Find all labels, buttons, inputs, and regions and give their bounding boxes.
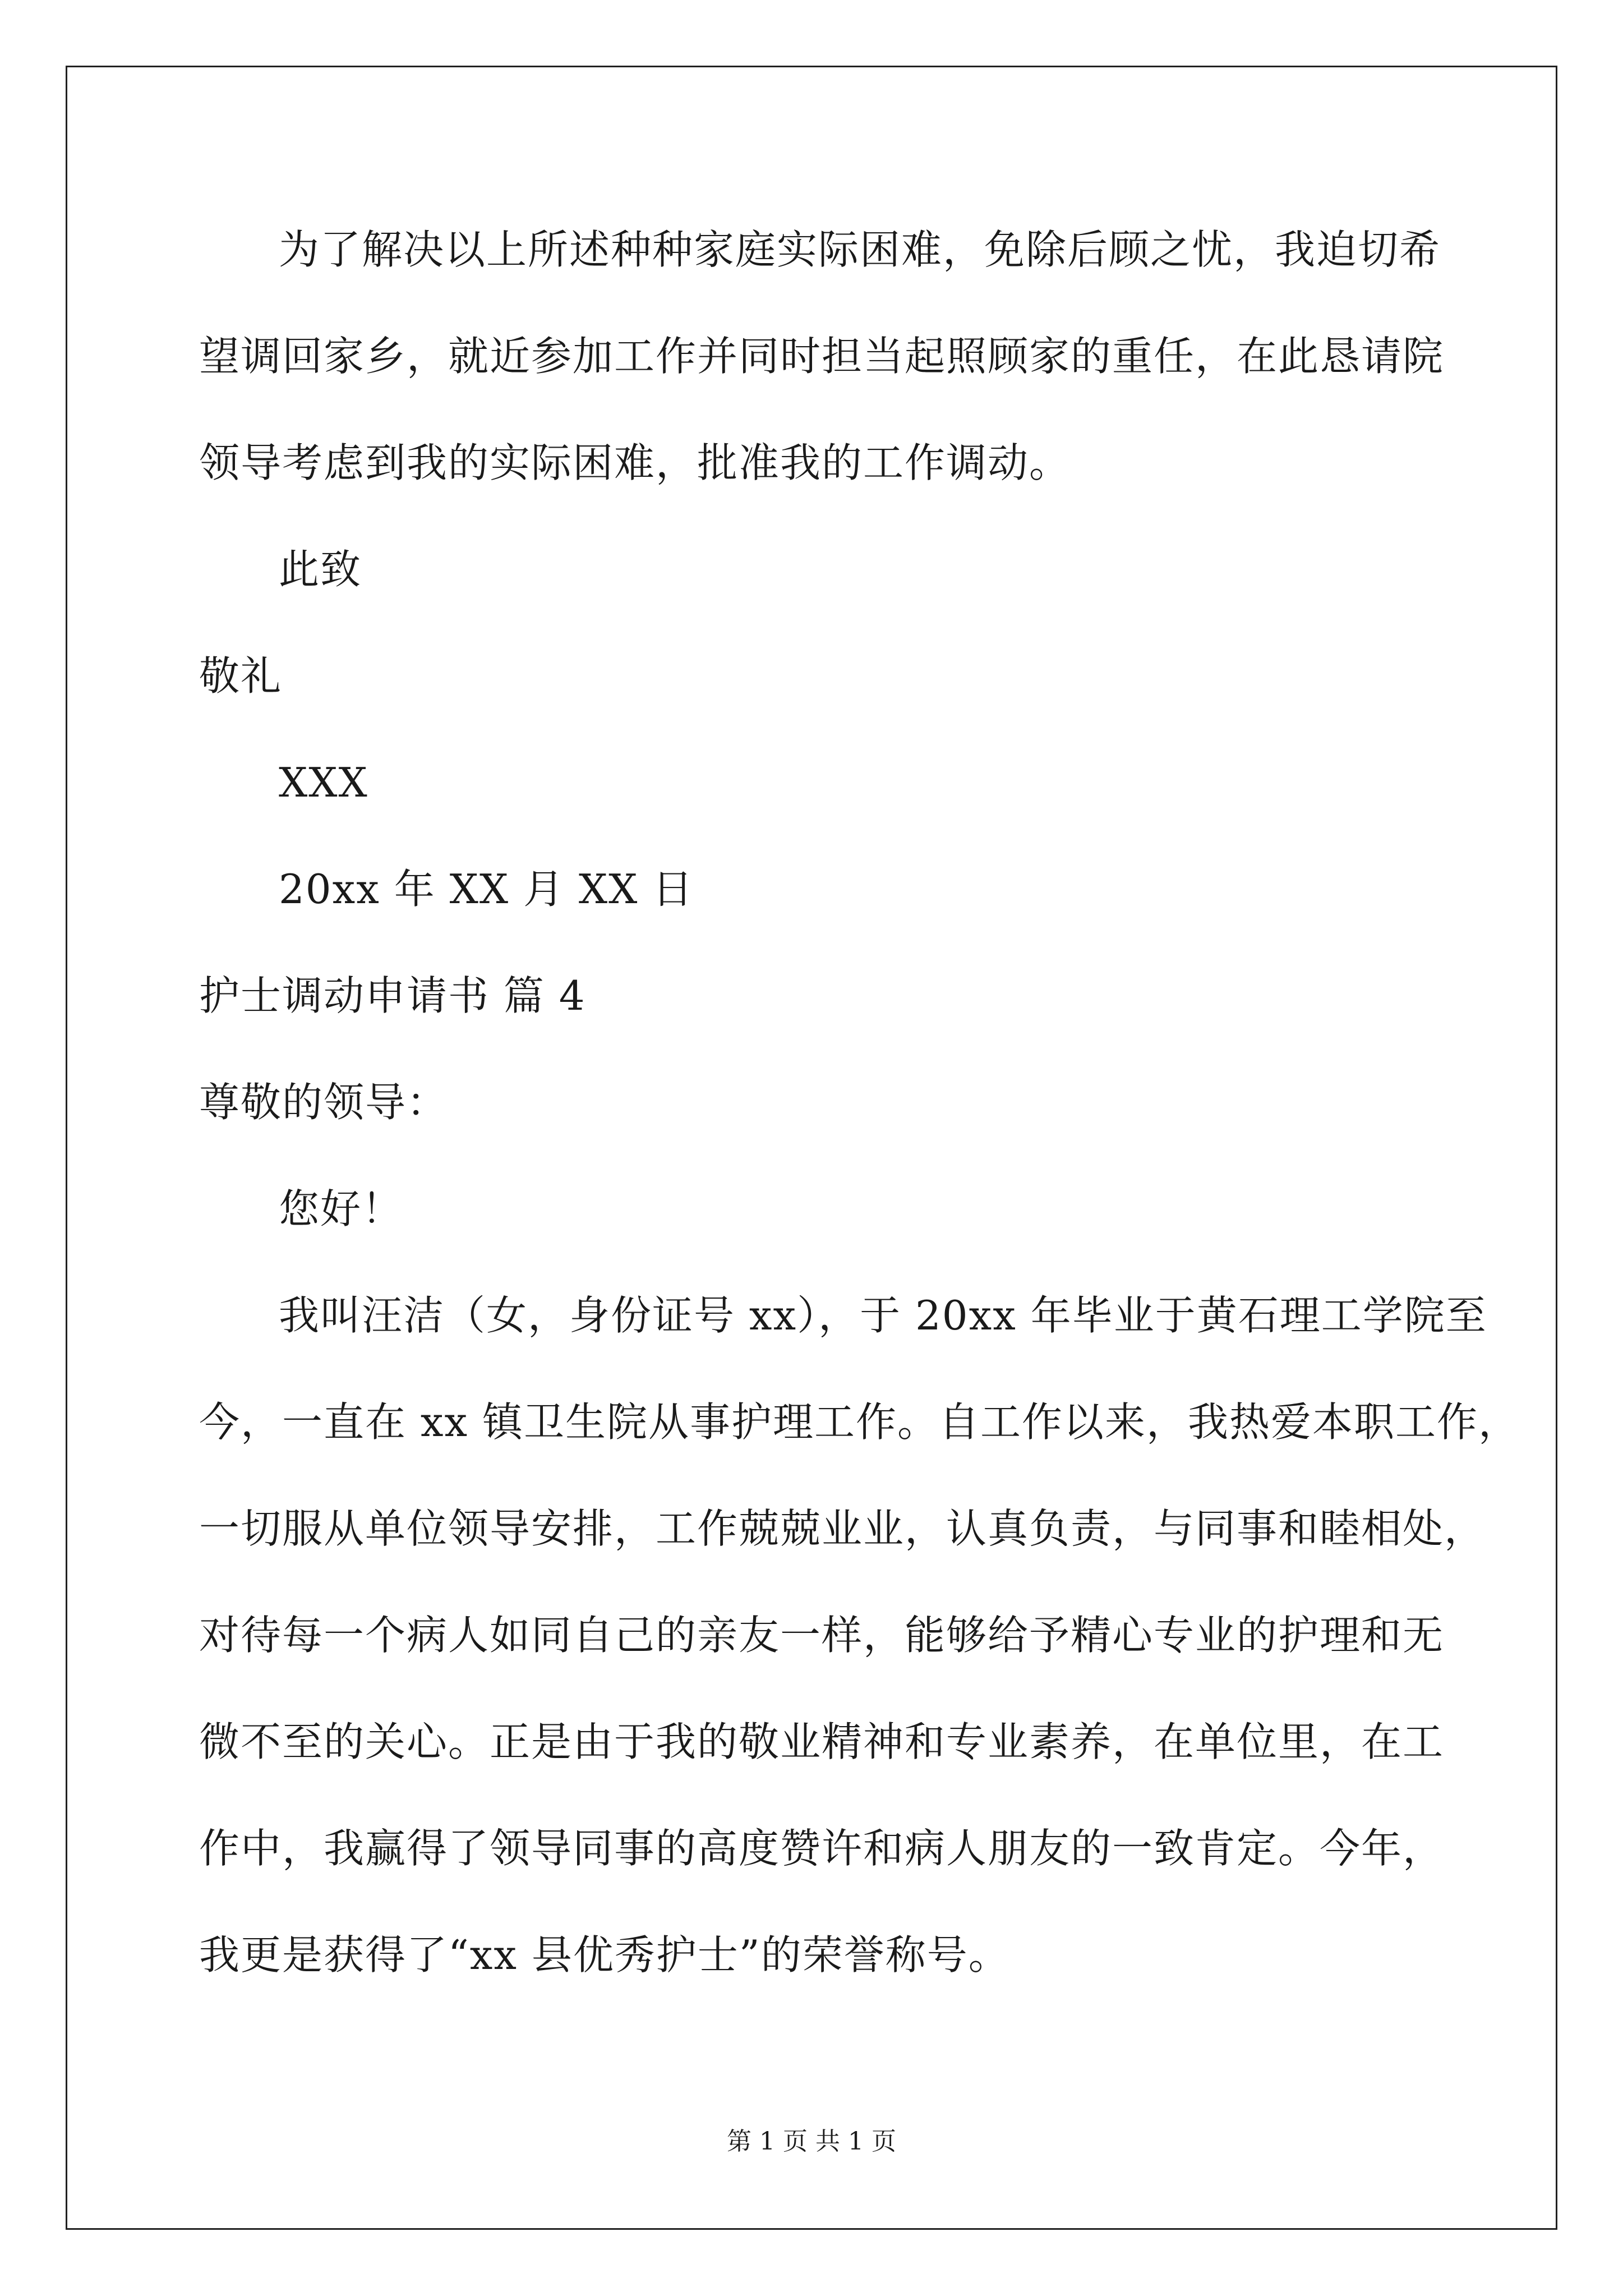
paragraph-line: 一切服从单位领导安排，工作兢兢业业，认真负责，与同事和睦相处， bbox=[199, 1505, 1486, 1552]
paragraph-line: 望调回家乡，就近参加工作并同时担当起照顾家的重任，在此恳请院 bbox=[199, 333, 1445, 380]
paragraph-line: 微不至的关心。正是由于我的敬业精神和专业素养，在单位里，在工 bbox=[199, 1718, 1445, 1765]
greeting-recipient: 尊敬的领导： bbox=[199, 1079, 449, 1126]
paragraph-line: 对待每一个病人如同自己的亲友一样，能够给予精心专业的护理和无 bbox=[199, 1612, 1445, 1659]
page-number-footer: 第 1 页 共 1 页 bbox=[727, 2127, 896, 2156]
closing-regards: 敬礼 bbox=[199, 652, 283, 700]
paragraph-line: 领导考虑到我的实际困难，批准我的工作调动。 bbox=[199, 439, 1071, 486]
paragraph-line: 作中，我赢得了领导同事的高度赞许和病人朋友的一致肯定。今年， bbox=[199, 1825, 1445, 1872]
closing-salutation: 此致 bbox=[279, 546, 362, 593]
section-heading: 护士调动申请书 篇 4 bbox=[199, 972, 586, 1019]
paragraph-line: 我更是获得了“xx 县优秀护士”的荣誉称号。 bbox=[199, 1931, 1010, 1978]
greeting: 您好！ bbox=[279, 1185, 404, 1232]
signature-name: XXX bbox=[279, 759, 368, 806]
paragraph-line: 今，一直在 xx 镇卫生院从事护理工作。自工作以来，我热爱本职工作， bbox=[199, 1398, 1520, 1446]
paragraph-line: 我叫汪洁（女，身份证号 xx），于 20xx 年毕业于黄石理工学院至 bbox=[279, 1292, 1487, 1339]
page-border bbox=[66, 66, 1557, 2230]
paragraph-line: 为了解决以上所述种种家庭实际困难，免除后顾之忧，我迫切希 bbox=[279, 226, 1441, 273]
signature-date: 20xx 年 XX 月 XX 日 bbox=[279, 866, 694, 913]
